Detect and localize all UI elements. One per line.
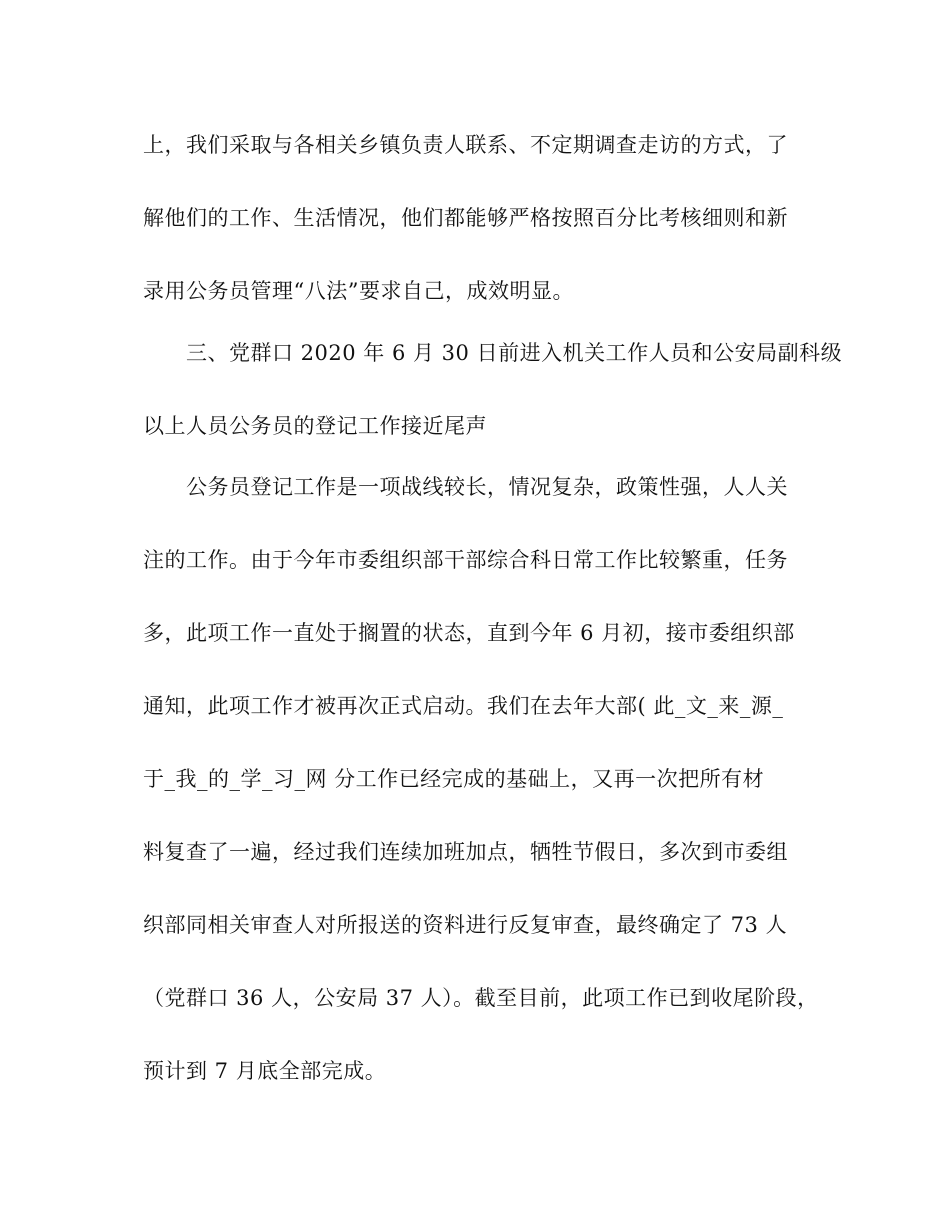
section-heading-line-1: 三、党群口 2020 年 6 月 30 日前进入机关工作人员和公安局副科级: [186, 341, 843, 365]
text-line-14: 预计到 7 月底全部完成。: [143, 1059, 387, 1083]
text-line-7: 注的工作。由于今年市委组织部干部综合科日常工作比较繁重，任务: [143, 548, 788, 572]
text-line-6: 公务员登记工作是一项战线较长，情况复杂，政策性强，人人关: [186, 475, 788, 499]
text-line-1: 上，我们采取与各相关乡镇负责人联系、不定期调查走访的方式，了: [143, 133, 788, 157]
text-line-8: 多，此项工作一直处于搁置的状态，直到今年 6 月初，接市委组织部: [143, 621, 795, 645]
section-heading-line-2: 以上人员公务员的登记工作接近尾声: [143, 414, 487, 438]
text-line-12: 织部同相关审查人对所报送的资料进行反复审查，最终确定了 73 人: [143, 913, 788, 937]
text-line-11: 料复查了一遍，经过我们连续加班加点，牺牲节假日，多次到市委组: [143, 840, 788, 864]
text-line-2: 解他们的工作、生活情况，他们都能够严格按照百分比考核细则和新: [143, 206, 788, 230]
text-line-3: 录用公务员管理“八法”要求自己，成效明显。: [143, 279, 574, 303]
text-line-13: （党群口 36 人，公安局 37 人）。截至目前，此项工作已到收尾阶段，: [143, 986, 819, 1010]
text-line-10: 于_我_的_学_习_网 分工作已经完成的基础上，又再一次把所有材: [143, 767, 765, 791]
text-line-9: 通知，此项工作才被再次正式启动。我们在去年大部( 此_文_来_源_: [143, 694, 784, 718]
